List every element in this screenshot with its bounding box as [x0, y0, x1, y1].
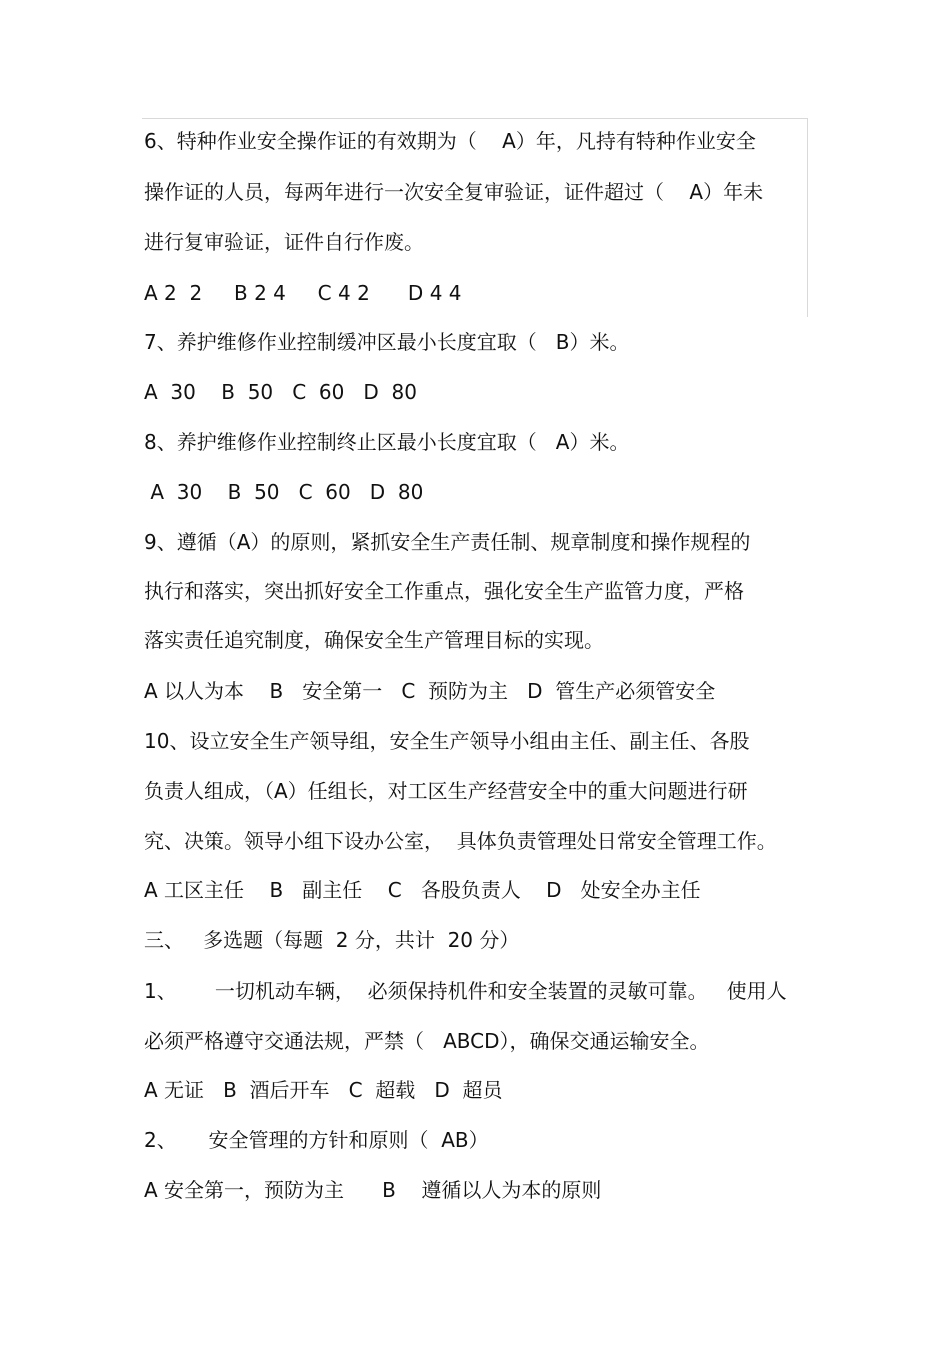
mq2-line-1: 2、 安全管理的方针和原则（ AB）	[144, 1128, 489, 1152]
q9-line-1: 9、遵循（A）的原则，紧抓安全生产责任制、规章制度和操作规程的	[144, 530, 751, 554]
section-3-heading: 三、 多选题（每题 2 分，共计 20 分）	[144, 928, 520, 952]
q6-line-2: 操作证的人员，每两年进行一次安全复审验证，证件超过（ A）年未	[144, 180, 764, 204]
q10-line-2: 负责人组成，（A）任组长，对工区生产经营安全中的重大问题进行研	[144, 779, 748, 803]
q9-options: A 以人为本 B 安全第一 C 预防为主 D 管生产必须管安全	[144, 679, 716, 703]
q6-line-3: 进行复审验证，证件自行作废。	[144, 230, 424, 254]
mq2-options: A 安全第一，预防为主 B 遵循以人为本的原则	[144, 1178, 602, 1202]
q8-line-1: 8、养护维修作业控制终止区最小长度宜取（ A）米。	[144, 430, 630, 454]
mq1-options: A 无证 B 酒后开车 C 超载 D 超员	[144, 1078, 503, 1102]
q10-options: A 工区主任 B 副主任 C 各股负责人 D 处安全办主任	[144, 878, 701, 902]
q7-line-1: 7、养护维修作业控制缓冲区最小长度宜取（ B）米。	[144, 330, 630, 354]
q6-options: A 2 2 B 2 4 C 4 2 D 4 4	[144, 281, 462, 305]
q7-options: A 30 B 50 C 60 D 80	[144, 380, 417, 404]
q9-line-2: 执行和落实，突出抓好安全工作重点，强化安全生产监管力度，严格	[144, 579, 744, 603]
q10-line-3: 究、决策。领导小组下设办公室， 具体负责管理处日常安全管理工作。	[144, 829, 777, 853]
q10-line-1: 10、设立安全生产领导组，安全生产领导小组由主任、副主任、各股	[144, 729, 750, 753]
q6-line-1: 6、特种作业安全操作证的有效期为（ A）年，凡持有特种作业安全	[144, 129, 756, 153]
q9-line-3: 落实责任追究制度，确保安全生产管理目标的实现。	[144, 628, 604, 652]
mq1-line-2: 必须严格遵守交通法规，严禁（ ABCD），确保交通运输安全。	[144, 1029, 710, 1053]
mq1-line-1: 1、 一切机动车辆， 必须保持机件和安全装置的灵敏可靠。 使用人	[144, 979, 787, 1003]
q8-options: A 30 B 50 C 60 D 80	[144, 480, 424, 504]
